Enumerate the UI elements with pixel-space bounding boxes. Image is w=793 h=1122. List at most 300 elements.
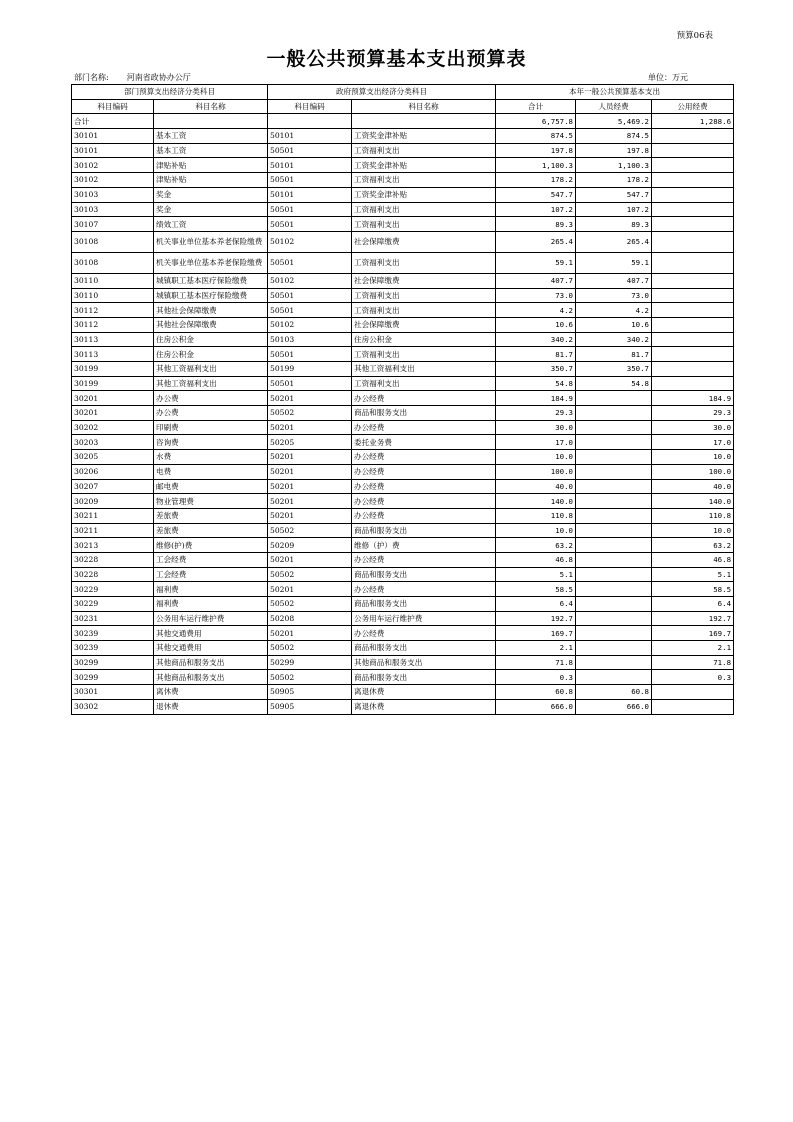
header-total: 合计 [496,99,576,114]
cell-personnel [576,538,652,553]
cell-total: 40.0 [496,479,576,494]
cell-personnel: 874.5 [576,129,652,144]
cell-public: 63.2 [652,538,734,553]
cell-gov-name: 维修（护）费 [352,538,496,553]
cell-total: 59.1 [496,252,576,273]
cell-dept-code: 30231 [72,611,154,626]
cell-dept-code: 30229 [72,582,154,597]
cell-total: 169.7 [496,626,576,641]
cell-gov-code: 50101 [268,187,352,202]
table-row [72,231,734,252]
cell-personnel: 81.7 [576,347,652,362]
cell-gov-code: 50502 [268,597,352,612]
cell-personnel: 73.0 [576,288,652,303]
cell-gov-name: 工资奖金津补贴 [352,187,496,202]
cell-dept-name: 津贴补贴 [154,173,268,188]
table-row [72,303,734,318]
cell-dept-name: 物业管理费 [154,494,268,509]
cell-dept-code: 30207 [72,479,154,494]
cell-personnel [576,508,652,523]
cell-gov-code: 50102 [268,273,352,288]
cell-dept-code: 30108 [72,252,154,273]
cell-dept-code: 30101 [72,129,154,144]
cell-gov-name: 办公经费 [352,450,496,465]
cell-public: 6.4 [652,597,734,612]
cell-gov-code: 50201 [268,626,352,641]
cell-public: 140.0 [652,494,734,509]
cell-dept-name: 机关事业单位基本养老保险缴费 [154,231,268,252]
cell-gov-name: 其他商品和服务支出 [352,655,496,670]
cell-personnel [576,611,652,626]
cell-dept-name: 工会经费 [154,567,268,582]
cell-gov-name: 离退休费 [352,685,496,700]
cell-total: 547.7 [496,187,576,202]
cell-personnel: 340.2 [576,332,652,347]
unit-label: 单位：万元 [648,73,688,82]
cell-dept-name: 城镇职工基本医疗保险缴费 [154,288,268,303]
cell-gov-code: 50201 [268,479,352,494]
table-row [72,252,734,273]
cell-dept-code: 30103 [72,187,154,202]
cell-gov-name: 办公经费 [352,626,496,641]
cell-personnel: 107.2 [576,202,652,217]
table-row [72,450,734,465]
table-row [72,317,734,332]
cell-total: 0.3 [496,670,576,685]
cell-gov-code: 50201 [268,420,352,435]
cell-dept-code: 30228 [72,552,154,567]
cell-personnel [576,464,652,479]
cell-gov-code: 50502 [268,670,352,685]
cell-public: 2.1 [652,641,734,656]
cell-gov-name: 办公经费 [352,582,496,597]
cell-dept-name: 福利费 [154,582,268,597]
cell-dept-name: 水费 [154,450,268,465]
cell-total: 192.7 [496,611,576,626]
cell-gov-name: 工资奖金津补贴 [352,129,496,144]
cell-public [652,158,734,173]
cell-public [652,332,734,347]
cell-dept-code: 30103 [72,202,154,217]
table-row [72,420,734,435]
cell-dept-code: 30206 [72,464,154,479]
cell-personnel: 547.7 [576,187,652,202]
cell-personnel [576,641,652,656]
department-label: 部门名称: [74,73,109,82]
total-row [72,114,734,129]
table-row [72,508,734,523]
table-row [72,494,734,509]
table-row [72,129,734,144]
cell-gov-name: 工资福利支出 [352,202,496,217]
cell-dept-code: 30205 [72,450,154,465]
cell-total: 110.8 [496,508,576,523]
cell-personnel: 10.6 [576,317,652,332]
cell-dept-name: 其他工资福利支出 [154,376,268,391]
cell-total: 340.2 [496,332,576,347]
cell-public [652,362,734,377]
total-personnel: 5,469.2 [576,114,652,129]
header-group-row [72,85,734,100]
cell-gov-code: 50201 [268,508,352,523]
cell-gov-name: 办公经费 [352,552,496,567]
cell-personnel [576,567,652,582]
cell-dept-code: 30228 [72,567,154,582]
header-expense-group: 本年一般公共预算基本支出 [496,85,734,100]
cell-public: 30.0 [652,420,734,435]
table-row [72,158,734,173]
cell-total: 60.8 [496,685,576,700]
header-dept-group: 部门预算支出经济分类科目 [72,85,268,100]
cell-personnel: 666.0 [576,699,652,714]
cell-total: 10.0 [496,523,576,538]
cell-dept-name: 基本工资 [154,143,268,158]
cell-total: 197.8 [496,143,576,158]
cell-dept-code: 30110 [72,288,154,303]
cell-total: 265.4 [496,231,576,252]
cell-gov-name: 住房公积金 [352,332,496,347]
cell-dept-name: 印刷费 [154,420,268,435]
cell-gov-name: 商品和服务支出 [352,523,496,538]
header-public: 公用经费 [652,99,734,114]
cell-gov-name: 商品和服务支出 [352,597,496,612]
cell-gov-code: 50209 [268,538,352,553]
cell-personnel [576,626,652,641]
table-row [72,641,734,656]
cell-total: 29.3 [496,406,576,421]
cell-gov-name: 其他工资福利支出 [352,362,496,377]
cell-personnel: 197.8 [576,143,652,158]
cell-personnel: 350.7 [576,362,652,377]
cell-total: 58.5 [496,582,576,597]
cell-gov-code: 50103 [268,332,352,347]
cell-gov-name: 办公经费 [352,508,496,523]
table-row [72,173,734,188]
cell-public: 10.0 [652,523,734,538]
cell-total: 2.1 [496,641,576,656]
table-row [72,288,734,303]
cell-gov-code: 50502 [268,641,352,656]
table-row [72,626,734,641]
cell-personnel [576,655,652,670]
cell-dept-name: 城镇职工基本医疗保险缴费 [154,273,268,288]
cell-dept-name: 机关事业单位基本养老保险缴费 [154,252,268,273]
cell-dept-name: 维修(护)费 [154,538,268,553]
cell-total: 4.2 [496,303,576,318]
cell-dept-name: 住房公积金 [154,347,268,362]
cell-gov-code: 50201 [268,494,352,509]
cell-gov-name: 工资福利支出 [352,288,496,303]
cell-personnel [576,670,652,685]
cell-public [652,303,734,318]
cell-public: 184.9 [652,391,734,406]
table-row [72,406,734,421]
header-dept-name: 科目名称 [154,99,268,114]
cell-gov-name: 社会保障缴费 [352,273,496,288]
cell-personnel [576,420,652,435]
cell-gov-code: 50502 [268,567,352,582]
cell-personnel [576,597,652,612]
cell-gov-name: 商品和服务支出 [352,641,496,656]
cell-public [652,173,734,188]
table-row [72,597,734,612]
cell-gov-code: 50205 [268,435,352,450]
cell-dept-code: 30202 [72,420,154,435]
cell-public [652,252,734,273]
table-row [72,582,734,597]
cell-total: 5.1 [496,567,576,582]
cell-public [652,273,734,288]
cell-gov-name: 社会保障缴费 [352,317,496,332]
cell-gov-code: 50102 [268,231,352,252]
cell-total: 89.3 [496,217,576,232]
header-personnel: 人员经费 [576,99,652,114]
cell-personnel: 54.8 [576,376,652,391]
cell-dept-code: 30102 [72,173,154,188]
cell-public [652,187,734,202]
cell-public: 0.3 [652,670,734,685]
cell-dept-code: 30302 [72,699,154,714]
cell-dept-name: 奖金 [154,187,268,202]
cell-dept-code: 30199 [72,362,154,377]
cell-public: 40.0 [652,479,734,494]
cell-gov-name: 办公经费 [352,420,496,435]
cell-gov-code: 50501 [268,217,352,232]
cell-dept-code: 30102 [72,158,154,173]
cell-public: 5.1 [652,567,734,582]
cell-total: 100.0 [496,464,576,479]
cell-dept-code: 30239 [72,626,154,641]
table-row [72,376,734,391]
cell-personnel: 59.1 [576,252,652,273]
cell-dept-code: 30112 [72,303,154,318]
cell-personnel: 1,100.3 [576,158,652,173]
cell-total: 6.4 [496,597,576,612]
cell-gov-code: 50208 [268,611,352,626]
total-public: 1,288.6 [652,114,734,129]
cell-total: 666.0 [496,699,576,714]
cell-personnel [576,450,652,465]
cell-gov-code: 50501 [268,288,352,303]
cell-dept-code: 30113 [72,332,154,347]
cell-total: 178.2 [496,173,576,188]
cell-personnel [576,391,652,406]
cell-gov-name: 工资福利支出 [352,303,496,318]
cell-dept-code: 30239 [72,641,154,656]
table-row [72,202,734,217]
cell-gov-name: 工资福利支出 [352,376,496,391]
cell-total: 17.0 [496,435,576,450]
cell-gov-code: 50201 [268,552,352,567]
cell-gov-code: 50905 [268,685,352,700]
cell-dept-name: 工会经费 [154,552,268,567]
cell-dept-code: 30108 [72,231,154,252]
header-gov-name: 科目名称 [352,99,496,114]
cell-gov-name: 社会保障缴费 [352,231,496,252]
cell-dept-code: 30201 [72,391,154,406]
cell-dept-code: 30203 [72,435,154,450]
cell-dept-code: 30229 [72,597,154,612]
cell-public [652,288,734,303]
cell-total: 10.6 [496,317,576,332]
cell-gov-code: 50905 [268,699,352,714]
cell-public: 110.8 [652,508,734,523]
cell-public: 71.8 [652,655,734,670]
cell-public: 17.0 [652,435,734,450]
cell-gov-name: 工资福利支出 [352,347,496,362]
cell-dept-name: 办公费 [154,391,268,406]
cell-dept-code: 30113 [72,347,154,362]
cell-personnel [576,435,652,450]
cell-dept-code: 30211 [72,508,154,523]
table-row [72,362,734,377]
cell-total: 30.0 [496,420,576,435]
cell-total: 407.7 [496,273,576,288]
table-row [72,567,734,582]
cell-total: 140.0 [496,494,576,509]
cell-gov-code: 50501 [268,173,352,188]
cell-gov-name: 工资福利支出 [352,143,496,158]
page-title: 一般公共预算基本支出预算表 [266,48,527,70]
cell-gov-code: 50102 [268,317,352,332]
cell-personnel: 178.2 [576,173,652,188]
cell-dept-name: 邮电费 [154,479,268,494]
cell-gov-name: 公务用车运行维护费 [352,611,496,626]
cell-dept-name: 其他商品和服务支出 [154,655,268,670]
table-row [72,538,734,553]
table-row [72,523,734,538]
cell-public: 100.0 [652,464,734,479]
cell-gov-code: 50199 [268,362,352,377]
cell-personnel: 60.8 [576,685,652,700]
cell-dept-name: 住房公积金 [154,332,268,347]
cell-total: 1,100.3 [496,158,576,173]
cell-dept-name: 电费 [154,464,268,479]
cell-dept-code: 30301 [72,685,154,700]
cell-gov-name: 商品和服务支出 [352,406,496,421]
table-row [72,332,734,347]
header-gov-code: 科目编码 [268,99,352,114]
cell-gov-code: 50501 [268,252,352,273]
cell-public: 46.8 [652,552,734,567]
cell-dept-code: 30211 [72,523,154,538]
table-row [72,464,734,479]
cell-public [652,202,734,217]
cell-dept-name: 其他交通费用 [154,641,268,656]
cell-personnel [576,523,652,538]
table-row [72,685,734,700]
cell-public: 169.7 [652,626,734,641]
cell-dept-name: 退休费 [154,699,268,714]
table-row [72,655,734,670]
cell-personnel [576,494,652,509]
cell-public [652,376,734,391]
cell-total: 46.8 [496,552,576,567]
cell-public: 10.0 [652,450,734,465]
cell-gov-name: 工资福利支出 [352,173,496,188]
cell-gov-name: 办公经费 [352,479,496,494]
cell-personnel [576,406,652,421]
cell-dept-name: 奖金 [154,202,268,217]
table-row [72,699,734,714]
table-row [72,670,734,685]
cell-dept-name: 公务用车运行维护费 [154,611,268,626]
cell-gov-code: 50501 [268,202,352,217]
cell-dept-code: 30201 [72,406,154,421]
cell-public [652,317,734,332]
cell-gov-code: 50201 [268,391,352,406]
table-row [72,391,734,406]
cell-total: 184.9 [496,391,576,406]
form-code: 预算06表 [676,31,713,41]
header-gov-group: 政府预算支出经济分类科目 [268,85,496,100]
cell-gov-code: 50501 [268,143,352,158]
cell-public [652,231,734,252]
cell-total: 54.8 [496,376,576,391]
cell-dept-code: 30299 [72,655,154,670]
total-label: 合计 [72,114,154,129]
header-dept-code: 科目编码 [72,99,154,114]
cell-dept-name: 津贴补贴 [154,158,268,173]
cell-personnel: 89.3 [576,217,652,232]
cell-dept-name: 其他社会保障缴费 [154,303,268,318]
cell-personnel [576,552,652,567]
table-row [72,435,734,450]
table-row [72,347,734,362]
cell-dept-name: 基本工资 [154,129,268,144]
cell-dept-code: 30112 [72,317,154,332]
total-amount: 6,757.8 [496,114,576,129]
cell-gov-code: 50201 [268,450,352,465]
cell-total: 10.0 [496,450,576,465]
table-row [72,273,734,288]
cell-gov-name: 办公经费 [352,391,496,406]
table-row [72,143,734,158]
cell-dept-name: 福利费 [154,597,268,612]
budget-table [71,84,734,715]
cell-gov-code: 50201 [268,464,352,479]
cell-dept-name: 其他商品和服务支出 [154,670,268,685]
cell-total: 71.8 [496,655,576,670]
cell-public: 192.7 [652,611,734,626]
cell-gov-name: 工资奖金津补贴 [352,158,496,173]
cell-total: 107.2 [496,202,576,217]
table-row [72,611,734,626]
cell-gov-code: 50101 [268,129,352,144]
cell-public: 58.5 [652,582,734,597]
cell-dept-name: 其他交通费用 [154,626,268,641]
table-row [72,187,734,202]
cell-personnel: 407.7 [576,273,652,288]
cell-total: 874.5 [496,129,576,144]
cell-public [652,143,734,158]
cell-dept-code: 30110 [72,273,154,288]
cell-personnel: 265.4 [576,231,652,252]
cell-dept-code: 30299 [72,670,154,685]
cell-dept-name: 差旅费 [154,523,268,538]
cell-gov-code: 50501 [268,347,352,362]
cell-total: 350.7 [496,362,576,377]
cell-total: 63.2 [496,538,576,553]
cell-gov-name: 办公经费 [352,464,496,479]
cell-gov-code: 50101 [268,158,352,173]
cell-gov-name: 办公经费 [352,494,496,509]
cell-public [652,685,734,700]
cell-personnel: 4.2 [576,303,652,318]
cell-dept-code: 30101 [72,143,154,158]
cell-dept-name: 绩效工资 [154,217,268,232]
cell-gov-name: 工资福利支出 [352,217,496,232]
